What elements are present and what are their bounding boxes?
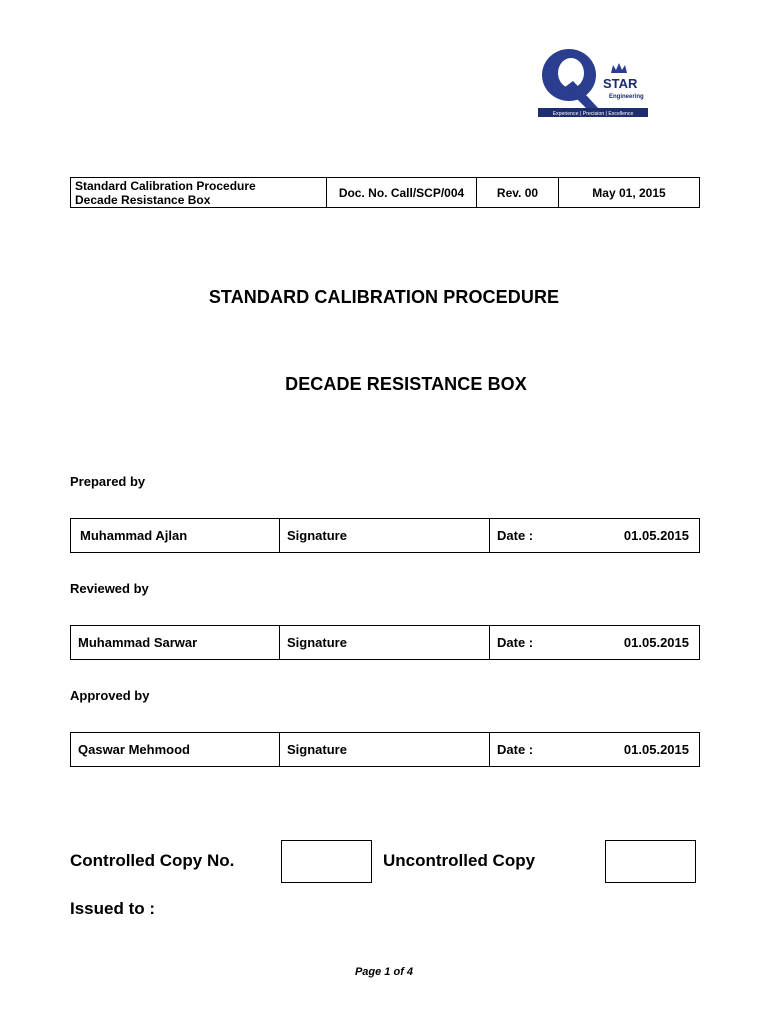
uncontrolled-copy-box [605, 840, 696, 883]
header-title-line1: Standard Calibration Procedure [75, 178, 256, 193]
prepared-by-table [70, 518, 700, 553]
page-title: STANDARD CALIBRATION PROCEDURE [208, 287, 560, 307]
logo-name: STAR [603, 76, 638, 91]
controlled-copy-box [281, 840, 372, 883]
header-rev: Rev. 00 [477, 178, 559, 208]
page-subtitle: DECADE RESISTANCE BOX [285, 374, 527, 394]
prepared-by-label: Prepared by [70, 474, 146, 489]
logo-tagline: Experience | Precision | Excellence [552, 111, 634, 117]
reviewed-by-date-value: 01.05.2015 [623, 635, 689, 650]
approved-by-signature: Signature [280, 733, 490, 767]
prepared-by-date-cell [490, 519, 700, 553]
controlled-copy-label: Controlled Copy No. [70, 851, 235, 870]
approved-by-date-cell [490, 733, 700, 767]
header-doc-no: Doc. No. Call/SCP/004 [327, 178, 477, 208]
approved-by-table [70, 732, 700, 767]
logo-sub: Engineering [609, 94, 644, 100]
reviewed-by-name: Muhammad Sarwar [71, 626, 280, 660]
header-date: May 01, 2015 [559, 178, 700, 208]
page-number: Page 1 of 4 [354, 966, 414, 978]
uncontrolled-copy-label: Uncontrolled Copy [383, 851, 536, 870]
prepared-by-date-value: 01.05.2015 [623, 528, 689, 543]
approved-by-date-label: Date : [497, 742, 534, 757]
reviewed-by-label: Reviewed by [70, 581, 149, 596]
reviewed-by-date-label: Date : [497, 635, 534, 650]
issued-to-label: Issued to : [70, 899, 156, 918]
prepared-by-signature: Signature [280, 519, 490, 553]
reviewed-by-date-cell [490, 626, 700, 660]
header-title-cell [71, 178, 327, 208]
company-logo [533, 43, 653, 119]
reviewed-by-signature: Signature [280, 626, 490, 660]
approved-by-date-value: 01.05.2015 [623, 742, 689, 757]
header-title-line2: Decade Resistance Box [75, 192, 211, 207]
approved-by-name: Qaswar Mehmood [71, 733, 280, 767]
reviewed-by-table [70, 625, 700, 660]
approved-by-label: Approved by [70, 688, 150, 703]
document-header-table [70, 177, 700, 208]
prepared-by-name: Muhammad Ajlan [71, 519, 280, 553]
prepared-by-date-label: Date : [497, 528, 534, 543]
